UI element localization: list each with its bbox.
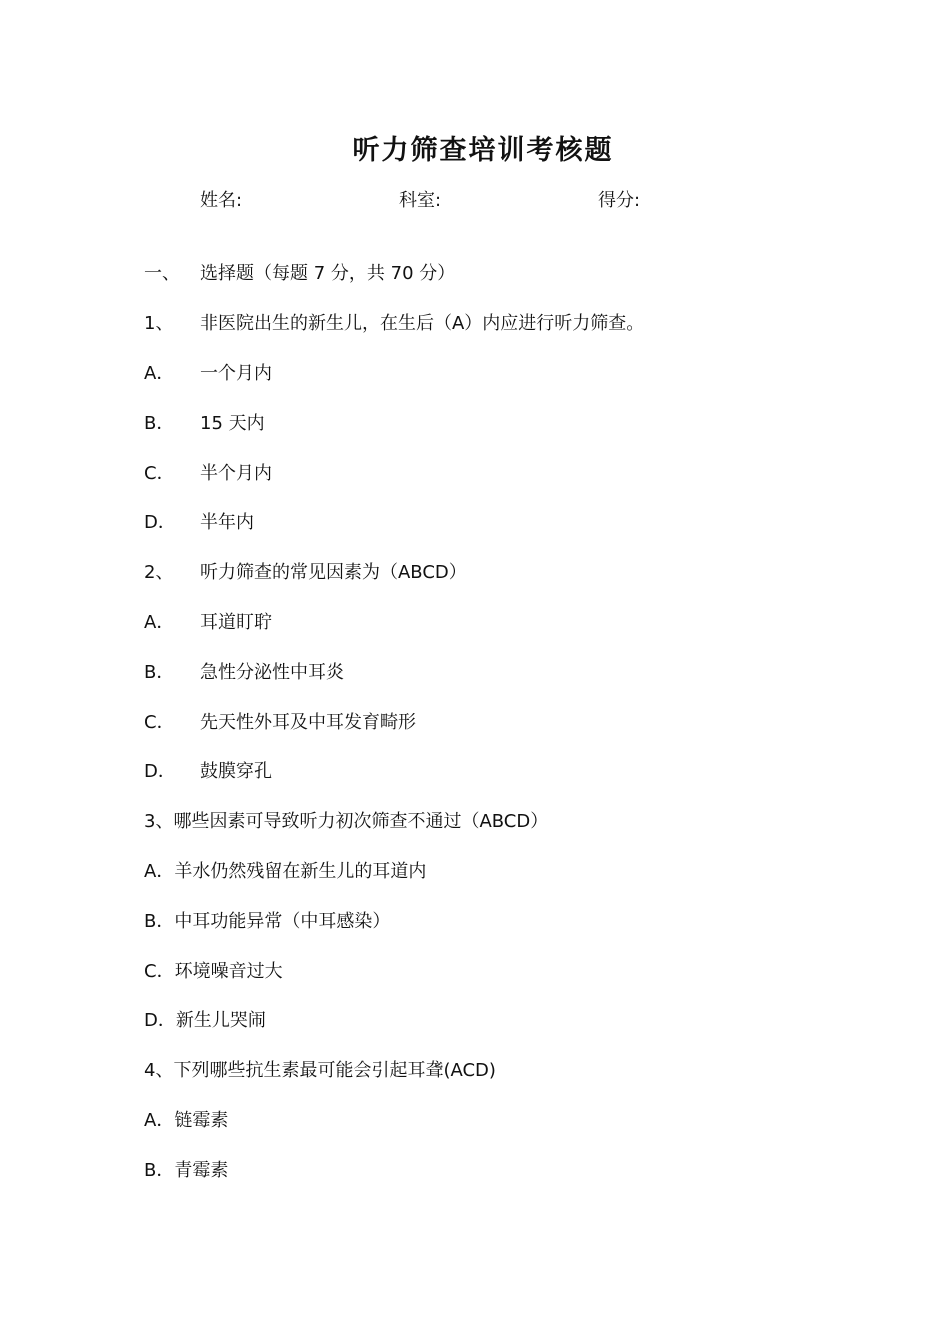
question-4	[144, 1058, 496, 1084]
question-number: 3、	[144, 811, 174, 832]
section-text: 选择题（每题 7 分，共 70 分）	[200, 263, 456, 284]
section-heading	[144, 261, 455, 287]
option-text: 一个月内	[200, 363, 272, 384]
option-text: 半个月内	[200, 463, 272, 484]
option-letter: C．	[144, 712, 175, 733]
option-letter: B．	[144, 413, 175, 434]
question-text: 听力筛查的常见因素为（ABCD）	[200, 562, 467, 583]
option-letter: D．	[144, 761, 176, 782]
option-letter: A．	[144, 1110, 175, 1131]
question-number: 4、	[144, 1060, 174, 1081]
option-text: 15 天内	[200, 413, 265, 434]
option-text: 半年内	[200, 512, 254, 533]
question-text: 哪些因素可导致听力初次筛查不通过（ABCD）	[173, 811, 549, 832]
question-text: 下列哪些抗生素最可能会引起耳聋(ACD)	[173, 1060, 496, 1081]
option-text: 羊水仍然残留在新生儿的耳道内	[174, 861, 427, 882]
option-text: 新生儿哭闹	[175, 1010, 266, 1031]
option-2c	[144, 710, 416, 736]
section-number: 一、	[144, 263, 180, 284]
option-letter: A．	[144, 612, 175, 633]
option-4b	[144, 1158, 228, 1184]
question-1	[144, 311, 644, 337]
option-text: 青霉素	[174, 1160, 229, 1181]
option-letter: A．	[144, 363, 175, 384]
name-label: 姓名:	[200, 190, 243, 211]
question-2	[144, 560, 467, 586]
option-text: 先天性外耳及中耳发育畸形	[200, 712, 416, 733]
option-1a	[144, 361, 272, 387]
option-3a	[144, 859, 426, 885]
option-letter: B．	[144, 662, 175, 683]
option-text: 耳道盯聍	[200, 612, 272, 633]
option-text: 鼓膜穿孔	[200, 761, 272, 782]
option-4a	[144, 1108, 228, 1134]
option-3d	[144, 1008, 266, 1034]
page-title: 听力筛查培训考核题	[352, 135, 614, 166]
option-1d	[144, 510, 254, 536]
option-text: 链霉素	[174, 1110, 229, 1131]
question-number: 1、	[144, 313, 174, 334]
option-letter: C．	[144, 463, 175, 484]
option-1b	[144, 411, 265, 437]
option-2a	[144, 610, 272, 636]
option-2d	[144, 759, 272, 785]
department-label: 科室:	[399, 190, 442, 211]
option-letter: C．	[144, 961, 175, 982]
option-letter: B．	[144, 1160, 175, 1181]
option-text: 环境噪音过大	[174, 961, 283, 982]
score-label: 得分:	[598, 190, 641, 211]
option-text: 中耳功能异常（中耳感染）	[174, 911, 391, 932]
option-3c	[144, 959, 283, 985]
question-number: 2、	[144, 562, 174, 583]
question-3	[144, 809, 548, 835]
option-letter: B．	[144, 911, 175, 932]
question-text: 非医院出生的新生儿，在生后（A）内应进行听力筛查。	[200, 313, 645, 334]
option-1c	[144, 461, 272, 487]
option-2b	[144, 660, 344, 686]
option-text: 急性分泌性中耳炎	[200, 662, 344, 683]
option-letter: A．	[144, 861, 175, 882]
option-letter: D．	[144, 512, 176, 533]
option-3b	[144, 909, 390, 935]
option-letter: D．	[144, 1010, 176, 1031]
